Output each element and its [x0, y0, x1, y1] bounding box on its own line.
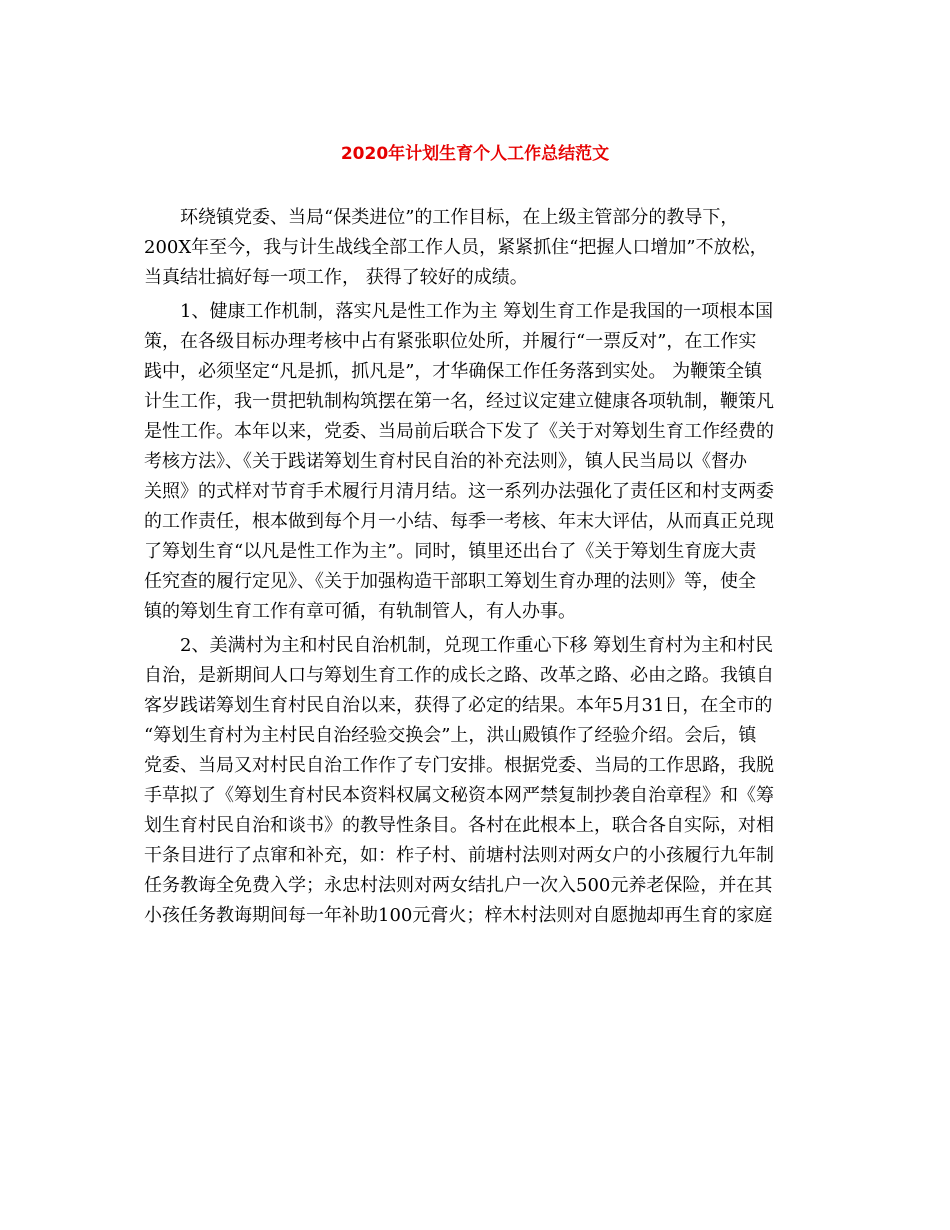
text-line: 当真结壮搞好每一项工作， 获得了较好的成绩。 — [144, 267, 528, 288]
text-line: 践中，必须坚定“凡是抓，抓凡是”，才华确保工作任务落到实处。 为鞭策全镇 — [144, 361, 763, 382]
document-body — [144, 203, 804, 931]
document-title: 2020年计划生育个人工作总结范文 — [340, 144, 610, 164]
text-line: 手草拟了《筹划生育村民本资料权属文秘资本网严禁复制抄袭自治章程》和《筹 — [144, 785, 774, 806]
text-line: 关照》的式样对节育手术履行月清月结。这一系列办法强化了责任区和村支两委 — [144, 481, 774, 502]
text-line: 1、健康工作机制，落实凡是性工作为主 筹划生育工作是我国的一项根本国 — [180, 301, 774, 322]
text-line: 计生工作，我一贯把轨制构筑摆在第一名，经过议定建立健康各项轨制，鞭策凡 — [144, 391, 774, 412]
text-line: 划生育村民自治和谈书》的教导性条目。各村在此根本上，联合各自实际，对相 — [144, 815, 774, 836]
text-line: 镇的筹划生育工作有章可循，有轨制管人，有人办事。 — [144, 601, 576, 622]
text-line: 环绕镇党委、当局“保类进位”的工作目标，在上级主管部分的教导下， — [180, 207, 739, 228]
text-line: 2、美满村为主和村民自治机制，兑现工作重心下移 筹划生育村为主和村民 — [180, 635, 774, 656]
text-line: 自治，是新期间人口与筹划生育工作的成长之路、改革之路、必由之路。我镇自 — [144, 665, 774, 686]
text-line: 策，在各级目标办理考核中占有紧张职位处所，并履行“一票反对”，在工作实 — [144, 331, 757, 352]
text-line: 的工作责任，根本做到每个月一小结、每季一考核、年末大评估，从而真正兑现 — [144, 511, 774, 532]
text-line: 干条目进行了点窜和补充，如：柞子村、前塘村法则对两女户的小孩履行九年制 — [144, 845, 774, 866]
text-line: 考核方法》、《关于践诺筹划生育村民自治的补充法则》，镇人民当局以《督办 — [144, 451, 747, 472]
text-line: 小孩任务教诲期间每一年补助100元膏火；梓木村法则对自愿抛却再生育的家庭 — [144, 905, 773, 926]
text-line: 任务教诲全免费入学；永忠村法则对两女结扎户一次入500元养老保险，并在其 — [144, 875, 773, 896]
text-line: 是性工作。本年以来，党委、当局前后联合下发了《关于对筹划生育工作经费的 — [144, 421, 774, 442]
text-line: 客岁践诺筹划生育村民自治以来，获得了必定的结果。本年5月31日，在全市的 — [144, 695, 773, 716]
text-line: 了筹划生育“以凡是性工作为主”。同时，镇里还出台了《关于筹划生育庞大责 — [144, 541, 757, 562]
text-line: 200X年至今，我与计生战线全部工作人员，紧紧抓住“把握人口增加”不放松， — [144, 237, 768, 258]
text-line: 任究查的履行定见》、《关于加强构造干部职工筹划生育办理的法则》等，使全 — [144, 571, 756, 592]
text-line: “筹划生育村为主村民自治经验交换会”上，洪山殿镇作了经验介绍。会后，镇 — [144, 725, 757, 746]
text-line: 党委、当局又对村民自治工作作了专门安排。根据党委、当局的工作思路，我脱 — [144, 755, 774, 776]
